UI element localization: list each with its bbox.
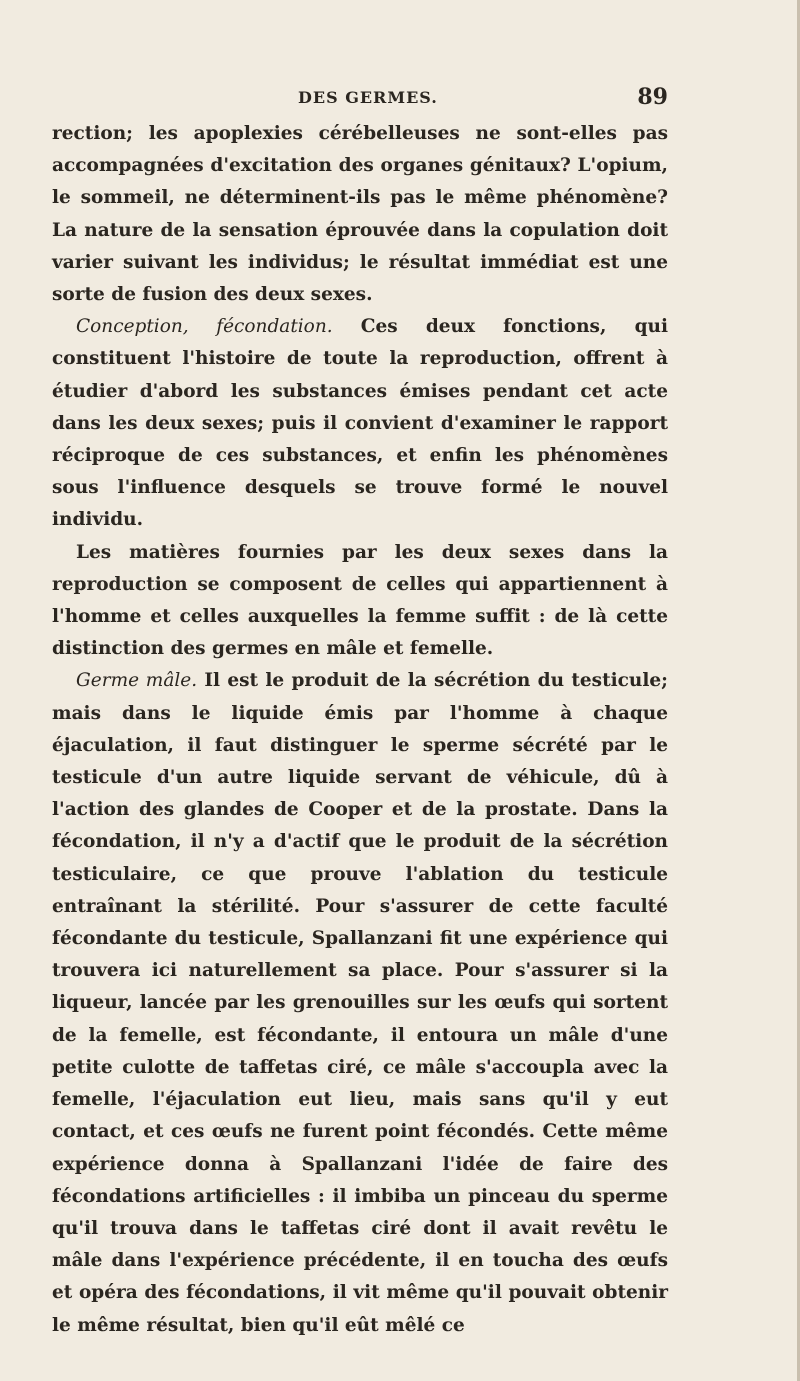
paragraph-4-text: Il est le produit de la sécrétion du testicule; mais dans le liquide émis par l'homme à chaque éjaculation, il faut distinguer le sperme sécrété par le testicule d'un autre liquide servant de véhicule, dû à l'action des glandes de Cooper et de la prostate. Dans la fécondation, il n'y a d'actif que le produit de la sécrétion testiculaire, ce que prouve l'ablation du testicule entraînant la stérilité. Pour s'assurer de cette faculté fécondante du testicule, Spallanzani fit une expérience qui trouvera ici naturellement sa place. Pour s'assurer si la liqueur, lancée par les grenouilles sur les œufs qui sortent de la femelle, est fécondante, il entoura un mâle d'une petite culotte de taffetas ciré, ce mâle s'accoupla avec la femelle, l'éjaculation eut lieu, mais sans qu'il y eut contact, et ces œufs ne furent point fécondés. Cette même expérience donna à Spallanzani l'idée de faire des fécondations artificielles : il imbiba un pinceau du sperme qu'il trouva dans le taffetas ciré dont il avait revêtu le mâle dans l'expérience précédente, il en toucha des œufs et opéra des fécondations, il vit même qu'il pouvait obtenir le même résultat, bien qu'il eût mêlé ce [52, 670, 668, 1336]
page-header [52, 84, 668, 114]
section-heading-germe-male: Germe mâle. [76, 670, 198, 692]
paragraph-3: Les matières fournies par les deux sexes dans la reproduction se composent de celles qui appartiennent à l'homme et celles auxquelles la femme suffit : de là cette distinction des germes en mâle et femelle. [52, 541, 668, 660]
paragraph-2 [52, 311, 668, 536]
body-text [52, 118, 668, 1342]
paragraph-4 [52, 665, 668, 1341]
paragraph-1: rection; les apoplexies cérébelleuses ne sont-elles pas accompagnées d'excitation des organes génitaux? L'opium, le sommeil, ne déterminent-ils pas le même phénomène? La nature de la sensation éprouvée dans la copulation doit varier suivant les individus; le résultat immédiat est une sorte de fusion des deux sexes. [52, 123, 668, 306]
page-number: 89 [637, 84, 668, 110]
paragraph-2-text: Ces deux fonctions, qui constituent l'histoire de toute la reproduction, offrent à étudier d'abord les substances émises pendant cet acte dans les deux sexes; puis il convient d'examiner le rapport réciproque de ces substances, et enfin les phénomènes sous l'influence desquels se trouve formé le nouvel individu. [52, 316, 668, 531]
section-heading-conception: Conception, fécondation. [76, 316, 333, 338]
running-title: DES GERMES. [298, 88, 438, 107]
